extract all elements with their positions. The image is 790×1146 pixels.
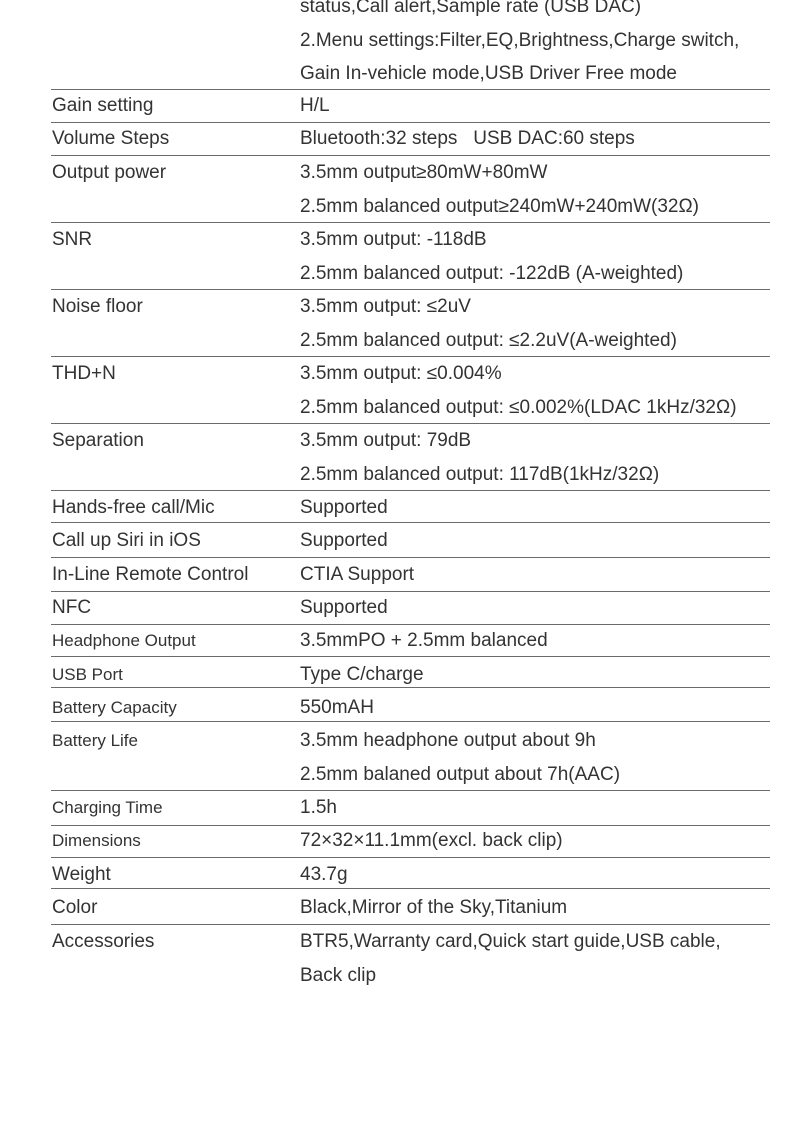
spec-value: 3.5mm headphone output about 9h <box>300 730 596 751</box>
row-divider <box>51 656 770 657</box>
spec-values <box>300 925 780 992</box>
spec-value: Black,Mirror of the Sky,Titanium <box>300 897 568 918</box>
spec-value: 2.5mm balanced output: ≤0.002%(LDAC 1kHz/32Ω) <box>300 396 737 418</box>
spec-values <box>300 156 780 223</box>
spec-value: 3.5mmPO + 2.5mm balanced <box>300 630 548 651</box>
spec-values <box>300 89 780 123</box>
row-divider <box>51 522 770 523</box>
spec-label: Hands-free call/Mic <box>52 497 215 518</box>
spec-value: 2.5mm balanced output: ≤2.2uV(A-weighted) <box>300 329 677 351</box>
spec-values <box>300 558 780 592</box>
spec-value: Supported <box>300 530 388 551</box>
spec-label: THD+N <box>52 363 116 384</box>
spec-label: Battery Life <box>52 731 138 750</box>
spec-values <box>300 357 780 424</box>
row-divider <box>51 721 770 722</box>
spec-values <box>300 691 780 725</box>
spec-value: H/L <box>300 95 330 116</box>
spec-value: 3.5mm output: ≤0.004% <box>300 363 502 384</box>
spec-values <box>300 223 780 290</box>
spec-label: Output power <box>52 162 167 183</box>
spec-label: USB Port <box>52 665 123 684</box>
spec-values <box>300 858 780 892</box>
spec-value: Supported <box>300 497 388 518</box>
spec-value: 3.5mm output: ≤2uV <box>300 296 471 317</box>
spec-value: 2.Menu settings:Filter,EQ,Brightness,Charge switch, <box>300 29 740 51</box>
spec-label: Charging Time <box>52 798 163 817</box>
spec-values <box>300 0 780 91</box>
spec-value: 550mAH <box>300 697 374 718</box>
spec-label: SNR <box>52 229 93 250</box>
spec-value: CTIA Support <box>300 564 415 585</box>
spec-value: 3.5mm output: 79dB <box>300 430 472 451</box>
spec-values <box>300 290 780 357</box>
spec-label: In-Line Remote Control <box>52 564 249 585</box>
spec-value: BTR5,Warranty card,Quick start guide,USB cable, <box>300 931 721 952</box>
spec-label: Separation <box>52 430 144 451</box>
spec-label: Volume Steps <box>52 128 170 149</box>
spec-value: Type C/charge <box>300 664 424 685</box>
spec-values <box>300 524 780 558</box>
row-divider <box>51 687 770 688</box>
spec-label: NFC <box>52 597 92 618</box>
spec-value: Supported <box>300 597 388 618</box>
spec-label: Dimensions <box>52 831 141 850</box>
spec-values <box>300 824 780 858</box>
spec-values <box>300 122 780 156</box>
spec-values <box>300 491 780 525</box>
spec-value: 43.7g <box>300 864 348 885</box>
spec-values <box>300 624 780 658</box>
spec-value: 72×32×11.1mm(excl. back clip) <box>300 830 563 851</box>
spec-label: Gain setting <box>52 95 154 116</box>
spec-label: Call up Siri in iOS <box>52 530 201 551</box>
spec-values <box>300 724 780 791</box>
spec-label: Noise floor <box>52 296 143 317</box>
spec-value: 3.5mm output≥80mW+80mW <box>300 162 548 183</box>
spec-value: 2.5mm balanced output: -122dB (A-weighted) <box>300 262 684 284</box>
spec-value: 2.5mm balanced output≥240mW+240mW(32Ω) <box>300 195 700 217</box>
spec-value: status,Call alert,Sample rate (USB DAC) <box>300 0 642 17</box>
spec-label: Battery Capacity <box>52 698 177 717</box>
spec-values <box>300 791 780 825</box>
spec-label: Headphone Output <box>52 631 196 650</box>
spec-value: Gain In-vehicle mode,USB Driver Free mode <box>300 63 677 84</box>
spec-label: Weight <box>52 864 111 885</box>
spec-value: 2.5mm balanced output: 117dB(1kHz/32Ω) <box>300 463 660 485</box>
spec-value: Back clip <box>300 964 377 986</box>
spec-values <box>300 891 780 925</box>
spec-value: 1.5h <box>300 797 337 818</box>
spec-values <box>300 424 780 491</box>
spec-values <box>300 591 780 625</box>
spec-value: 3.5mm output: -118dB <box>300 229 487 250</box>
spec-label: Accessories <box>52 931 155 952</box>
row-divider <box>51 888 770 889</box>
spec-label: Color <box>52 897 98 918</box>
spec-value: 2.5mm balaned output about 7h(AAC) <box>300 763 621 785</box>
spec-value: Bluetooth:32 steps USB DAC:60 steps <box>300 128 635 149</box>
